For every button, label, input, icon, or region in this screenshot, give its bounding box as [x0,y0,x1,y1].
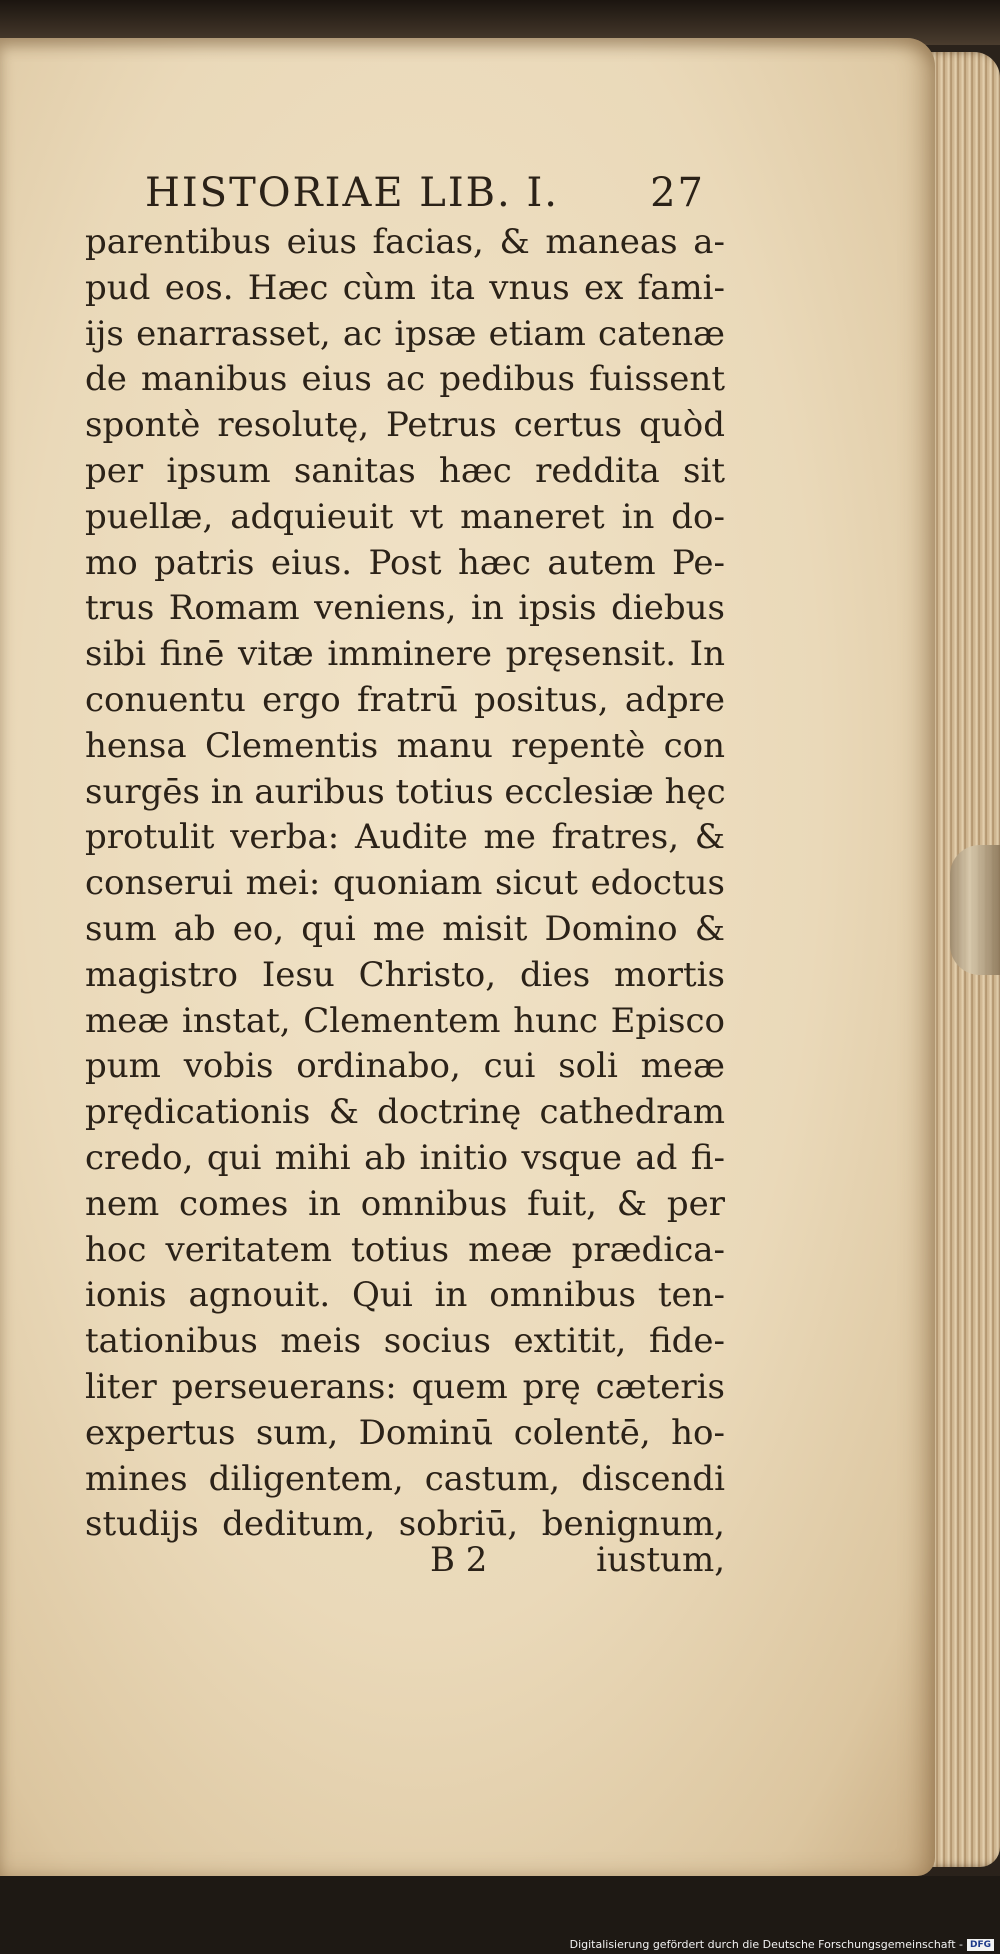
catchword: iustum, [596,1540,725,1580]
text-line: protulit verba: Audite me fratres, & [85,817,725,858]
text-line: magistro Iesu Christo, dies mortis [85,954,725,995]
text-line: trus Romam veniens, in ipsis diebus [85,588,725,629]
text-line: tationibus meis socius extitit, fide- [85,1321,725,1362]
page-footer [85,1540,725,1586]
text-line: nem comes in omnibus fuit, & per [85,1183,725,1224]
running-title: HISTORIAE LIB. I. [145,170,559,216]
text-line: expertus sum, Dominū colentē, ho- [85,1412,725,1453]
text-line: per ipsum sanitas hæc reddita sit [85,450,725,491]
text-line: studijs deditum, sobriū, benignum, [85,1504,725,1545]
text-line: ionis agnouit. Qui in omnibus ten- [85,1275,725,1316]
book-clasp [950,845,1000,975]
text-line: sum ab eo, qui me misit Domino & [85,908,725,949]
text-line: liter perseuerans: quem prę cæteris [85,1366,725,1407]
text-line: spontè resolutę, Petrus certus quòd [85,405,725,446]
digitization-credit [570,1938,994,1951]
text-line: pud eos. Hæc cùm ita vnus ex fami- [85,267,725,308]
text-line: de manibus eius ac pedibus fuissent [85,359,725,400]
text-line: hoc veritatem totius meæ prædica- [85,1229,725,1270]
text-line: hensa Clementis manu repentè con [85,725,725,766]
body-text [85,220,725,1548]
text-line: credo, qui mihi ab initio vsque ad fi- [85,1137,725,1178]
signature-mark: B 2 [430,1540,488,1580]
text-line: prędicationis & doctrinę cathedram [85,1092,725,1133]
text-line: mo patris eius. Post hæc autem Pe- [85,542,725,583]
text-line: pum vobis ordinabo, cui soli meæ [85,1046,725,1087]
text-line: parentibus eius facias, & maneas a- [85,222,725,262]
text-line: conserui mei: quoniam sicut edoctus [85,863,725,904]
text-line: ijs enarrasset, ac ipsæ etiam catenæ [85,313,725,354]
text-line: conuentu ergo fratrū positus, adpre [85,679,725,720]
page-header [145,170,705,226]
text-line: surgēs in auribus totius ecclesiæ hęc [85,771,726,812]
page-number: 27 [650,170,705,216]
text-line: sibi finē vitæ imminere pręsensit. In [85,634,725,675]
text-line: meæ instat, Clementem hunc Episco [85,1000,725,1041]
dfg-logo: DFG [967,1939,994,1951]
credit-text: Digitalisierung gefördert durch die Deutsche Forschungsgemeinschaft - [569,1938,963,1951]
text-line: mines diligentem, castum, discendi [85,1458,725,1499]
text-line: puellæ, adquieuit vt maneret in do- [85,496,725,537]
